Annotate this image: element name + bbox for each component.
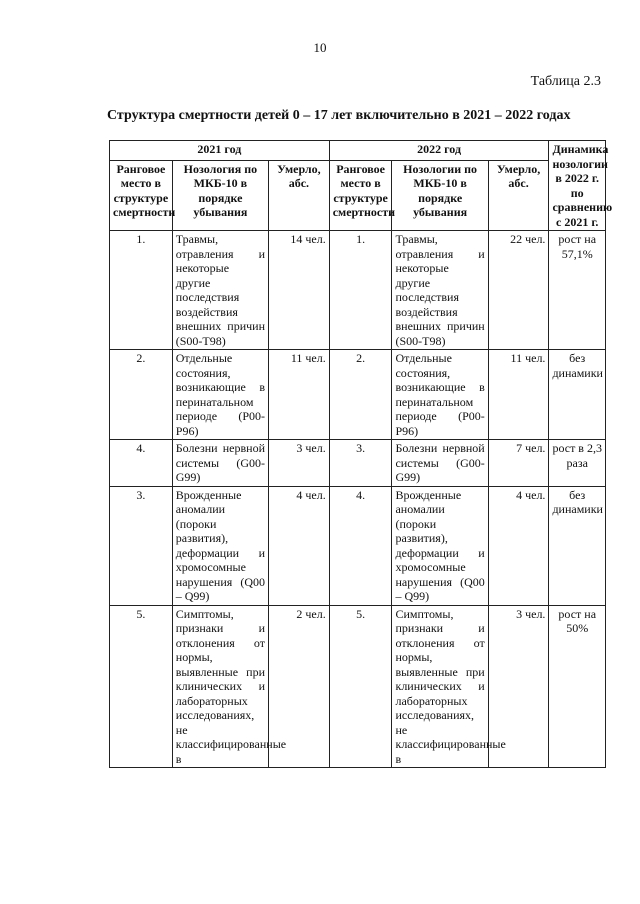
nosology-2021-cell: Врожденные аномалии (пороки развития), деформации и хромосомные нарушения (Q00 – Q99) xyxy=(172,486,268,605)
deaths-2021-cell: 2 чел. xyxy=(269,605,330,768)
rank-2022-cell: 4. xyxy=(329,486,392,605)
nosology-2022-cell: Травмы, отравления и некоторые другие последствия воздействия внешних причин (S00-T98) xyxy=(392,231,488,350)
rank-2021-cell: 2. xyxy=(110,350,173,440)
year-2021-header: 2021 год xyxy=(110,141,330,161)
nosology-2021-header: Нозология по МКБ-10 в порядке убывания xyxy=(172,160,268,230)
dynamics-cell: без динамики xyxy=(549,350,606,440)
year-2022-header: 2022 год xyxy=(329,141,549,161)
nosology-2021-cell: Болезни нервной системы (G00-G99) xyxy=(172,440,268,487)
deaths-2021-cell: 4 чел. xyxy=(269,486,330,605)
dynamics-cell: без динамики xyxy=(549,486,606,605)
table-row xyxy=(110,440,606,487)
deaths-2021-header: Умерло, абс. xyxy=(269,160,330,230)
nosology-2022-cell: Симптомы, признаки и отклонения от нормы, выявленные при клинических и лабораторных исследованиях, не классифицированные в xyxy=(392,605,488,768)
nosology-2022-header: Нозологии по МКБ-10 в порядке убывания xyxy=(392,160,488,230)
deaths-2021-cell: 14 чел. xyxy=(269,231,330,350)
page-number: 10 xyxy=(313,40,327,55)
nosology-2022-cell: Отдельные состояния, возникающие в перинатальном периоде (P00- P96) xyxy=(392,350,488,440)
column-header-row xyxy=(110,160,606,230)
nosology-2022-cell: Болезни нервной системы (G00-G99) xyxy=(392,440,488,487)
dynamics-header: Динамика нозологии в 2022 г. по сравнению с 2021 г. xyxy=(549,141,606,231)
dynamics-cell: рост на 57,1% xyxy=(549,231,606,350)
nosology-2022-cell: Врожденные аномалии (пороки развития), деформации и хромосомные нарушения (Q00 – Q99) xyxy=(392,486,488,605)
rank-2022-header: Ранговое место в структуре смертности xyxy=(329,160,392,230)
table-row xyxy=(110,231,606,350)
deaths-2022-cell: 11 чел. xyxy=(488,350,549,440)
dynamics-cell: рост в 2,3 раза xyxy=(549,440,606,487)
deaths-2021-cell: 3 чел. xyxy=(269,440,330,487)
deaths-2022-header: Умерло, абс. xyxy=(488,160,549,230)
table-title: Структура смертности детей 0 – 17 лет включительно в 2021 – 2022 годах xyxy=(107,108,571,123)
table-row xyxy=(110,605,606,768)
table-row xyxy=(110,350,606,440)
nosology-2021-cell: Симптомы, признаки и отклонения от нормы, выявленные при клинических и лабораторных исследованиях, не классифицированные в xyxy=(172,605,268,768)
nosology-2021-cell: Травмы, отравления и некоторые другие последствия воздействия внешних причин (S00-T98) xyxy=(172,231,268,350)
rank-2021-header: Ранговое место в структуре смертности xyxy=(110,160,173,230)
deaths-2022-cell: 7 чел. xyxy=(488,440,549,487)
deaths-2021-cell: 11 чел. xyxy=(269,350,330,440)
nosology-2021-cell: Отдельные состояния, возникающие в перинатальном периоде (P00- P96) xyxy=(172,350,268,440)
dynamics-cell: рост на 50% xyxy=(549,605,606,768)
rank-2021-cell: 1. xyxy=(110,231,173,350)
deaths-2022-cell: 4 чел. xyxy=(488,486,549,605)
year-header-row xyxy=(110,141,606,161)
rank-2022-cell: 2. xyxy=(329,350,392,440)
deaths-2022-cell: 3 чел. xyxy=(488,605,549,768)
table-row xyxy=(110,486,606,605)
deaths-2022-cell: 22 чел. xyxy=(488,231,549,350)
rank-2022-cell: 1. xyxy=(329,231,392,350)
mortality-structure-table xyxy=(109,140,613,768)
rank-2021-cell: 3. xyxy=(110,486,173,605)
rank-2022-cell: 3. xyxy=(329,440,392,487)
rank-2022-cell: 5. xyxy=(329,605,392,768)
table-label: Таблица 2.3 xyxy=(530,74,601,89)
rank-2021-cell: 5. xyxy=(110,605,173,768)
rank-2021-cell: 4. xyxy=(110,440,173,487)
